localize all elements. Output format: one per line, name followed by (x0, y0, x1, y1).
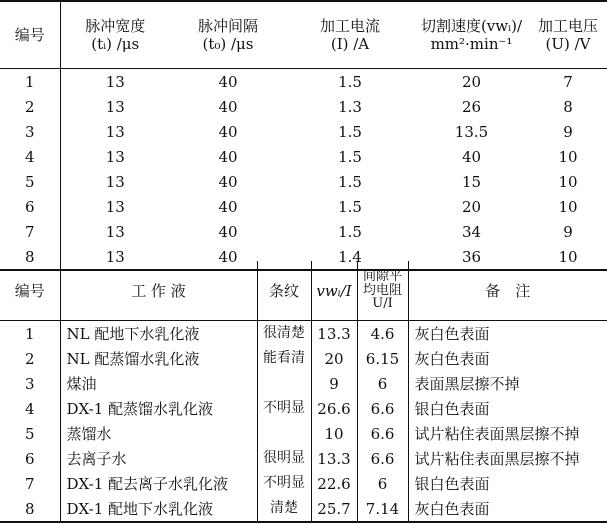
table-row (0, 69, 607, 95)
cell-pulse-width: 13 (105, 72, 125, 91)
table-row (0, 496, 607, 522)
table-row (0, 421, 607, 446)
working-fluid-table-header (0, 261, 607, 321)
header-number: 编号 (0, 261, 60, 321)
cell-speed-per-current: 26.6 (311, 396, 357, 421)
table-row (0, 471, 607, 496)
cell-number: 8 (0, 244, 60, 270)
cell-number: 6 (0, 194, 60, 219)
cell-fluid: DX-1 配蒸馏水乳化液 (60, 396, 257, 421)
cell-pulse-interval: 40 (218, 197, 238, 216)
cell-fluid: 蒸馏水 (60, 421, 257, 446)
table-row (0, 371, 607, 396)
cell-voltage: 8 (563, 97, 573, 116)
cell-stripe: 清楚 (257, 496, 311, 522)
table-row (0, 94, 607, 119)
cell-remark: 试片粘住表面黑层擦不掉 (414, 449, 580, 468)
cell-pulse-width: 13 (105, 172, 125, 191)
cell-stripe: 很明显 (257, 446, 311, 471)
cell-speed-per-current: 13.3 (311, 446, 357, 471)
cell-speed-per-current: 22.6 (311, 471, 357, 496)
cell-remark: 灰白色表面 (414, 324, 490, 343)
cell-pulse-width: 13 (105, 222, 125, 241)
cell-remark: 表面黑层擦不掉 (414, 374, 520, 393)
cell-voltage: 9 (563, 222, 573, 241)
cell-number: 4 (0, 144, 60, 169)
header-working-fluid: 工 作 液 (60, 261, 257, 321)
cell-pulse-width: 13 (105, 147, 125, 166)
cell-stripe (257, 421, 311, 446)
cell-remark: 灰白色表面 (408, 496, 607, 522)
cell-gap-resistance: 6.6 (357, 421, 408, 446)
cell-number: 7 (0, 219, 60, 244)
cell-pulse-interval: 40 (218, 222, 238, 241)
header-gap-resistance: 间隙平 均电阻 U/I (357, 261, 408, 321)
cell-current: 1.5 (338, 222, 362, 241)
cell-fluid: DX-1 配地下水乳化液 (60, 496, 257, 522)
header-pulse-interval: 脉冲间隔 (t₀) /μs (170, 1, 286, 69)
cell-pulse-width: 13 (105, 122, 125, 141)
header-machining-current: 加工电流 (I) /A (286, 1, 414, 69)
cell-fluid: NL 配蒸馏水乳化液 (60, 346, 257, 371)
cell-voltage: 10 (558, 172, 578, 191)
table-row (0, 346, 607, 371)
cell-remark: 试片粘住表面黑层擦不掉 (414, 424, 580, 443)
cell-number: 8 (0, 496, 60, 522)
cell-current: 1.5 (338, 72, 362, 91)
header-stripe: 条纹 (257, 261, 311, 321)
cell-pulse-width: 13 (105, 97, 125, 116)
cell-number: 5 (0, 169, 60, 194)
cell-pulse-interval: 40 (218, 122, 238, 141)
header-remark: 备 注 (408, 261, 607, 321)
cell-number: 3 (0, 119, 60, 144)
cell-current: 1.5 (338, 172, 362, 191)
cell-pulse-interval: 40 (218, 97, 238, 116)
cell-speed: 15 (461, 172, 482, 191)
cell-pulse-width: 13 (60, 244, 170, 270)
cell-number: 6 (0, 446, 60, 471)
cell-voltage: 10 (529, 244, 607, 270)
cell-number: 7 (0, 471, 60, 496)
cell-number: 2 (0, 94, 60, 119)
table-row (0, 169, 607, 194)
cell-current: 1.4 (286, 244, 414, 270)
cell-fluid: 去离子水 (60, 446, 257, 471)
table-row (0, 219, 607, 244)
cell-number: 1 (0, 69, 60, 95)
cell-stripe: 能看清 (257, 346, 311, 371)
cell-gap-resistance: 4.6 (357, 321, 408, 347)
cell-remark: 银白色表面 (414, 474, 490, 493)
cell-pulse-interval: 40 (170, 244, 286, 270)
cell-fluid: 煤油 (60, 371, 257, 396)
cell-gap-resistance: 6.6 (357, 396, 408, 421)
cell-gap-resistance: 6.6 (357, 446, 408, 471)
header-cutting-speed: 切割速度(vwᵢ)/ mm²·min⁻¹ (414, 1, 529, 69)
cell-pulse-interval: 40 (218, 72, 238, 91)
cell-number: 2 (0, 346, 60, 371)
cell-pulse-interval: 40 (218, 147, 238, 166)
cell-speed: 40 (461, 147, 482, 166)
cell-fluid: DX-1 配去离子水乳化液 (60, 471, 257, 496)
cell-gap-resistance: 6.15 (357, 346, 408, 371)
cell-current: 1.5 (338, 197, 362, 216)
header-pulse-width: 脉冲宽度 (tᵢ) /μs (60, 1, 170, 69)
cell-speed-per-current: 9 (311, 371, 357, 396)
header-machining-voltage: 加工电压 (U) /V (529, 1, 607, 69)
header-speed-per-current: vwᵢ/I (311, 261, 357, 321)
cell-number: 1 (0, 321, 60, 347)
cell-stripe: 很清楚 (257, 321, 311, 347)
header-number: 编号 (0, 1, 60, 69)
table-row (0, 194, 607, 219)
cell-speed-per-current: 20 (311, 346, 357, 371)
cell-speed: 36 (414, 244, 529, 270)
cell-speed: 20 (461, 72, 482, 91)
cell-remark: 灰白色表面 (414, 349, 490, 368)
cell-number: 4 (0, 396, 60, 421)
cell-voltage: 7 (563, 72, 573, 91)
cell-speed-per-current: 25.7 (311, 496, 357, 522)
table-row (0, 321, 607, 347)
cell-gap-resistance: 7.14 (357, 496, 408, 522)
cell-number: 5 (0, 421, 60, 446)
cell-remark: 银白色表面 (414, 399, 490, 418)
cell-stripe (257, 371, 311, 396)
cell-voltage: 10 (558, 197, 578, 216)
cell-voltage: 9 (563, 122, 573, 141)
cell-speed: 13.5 (454, 122, 489, 141)
cell-current: 1.5 (338, 122, 362, 141)
cell-current: 1.5 (338, 147, 362, 166)
cell-current: 1.3 (338, 97, 362, 116)
working-fluid-table (0, 261, 607, 523)
cell-speed: 26 (461, 97, 482, 116)
table-row (0, 396, 607, 421)
cell-pulse-interval: 40 (218, 172, 238, 191)
cell-fluid: NL 配地下水乳化液 (60, 321, 257, 347)
cell-speed-per-current: 10 (311, 421, 357, 446)
parameters-table-header (0, 1, 607, 69)
cell-pulse-width: 13 (105, 197, 125, 216)
table-row (0, 144, 607, 169)
cell-stripe: 不明显 (257, 396, 311, 421)
cell-number: 3 (0, 371, 60, 396)
cell-speed: 20 (461, 197, 482, 216)
cell-gap-resistance: 6 (357, 471, 408, 496)
table-row (0, 446, 607, 471)
cell-voltage: 10 (558, 147, 578, 166)
cell-gap-resistance: 6 (357, 371, 408, 396)
cell-stripe: 不明显 (257, 471, 311, 496)
cell-speed-per-current: 13.3 (311, 321, 357, 347)
table-row (0, 119, 607, 144)
cell-speed: 34 (461, 222, 482, 241)
